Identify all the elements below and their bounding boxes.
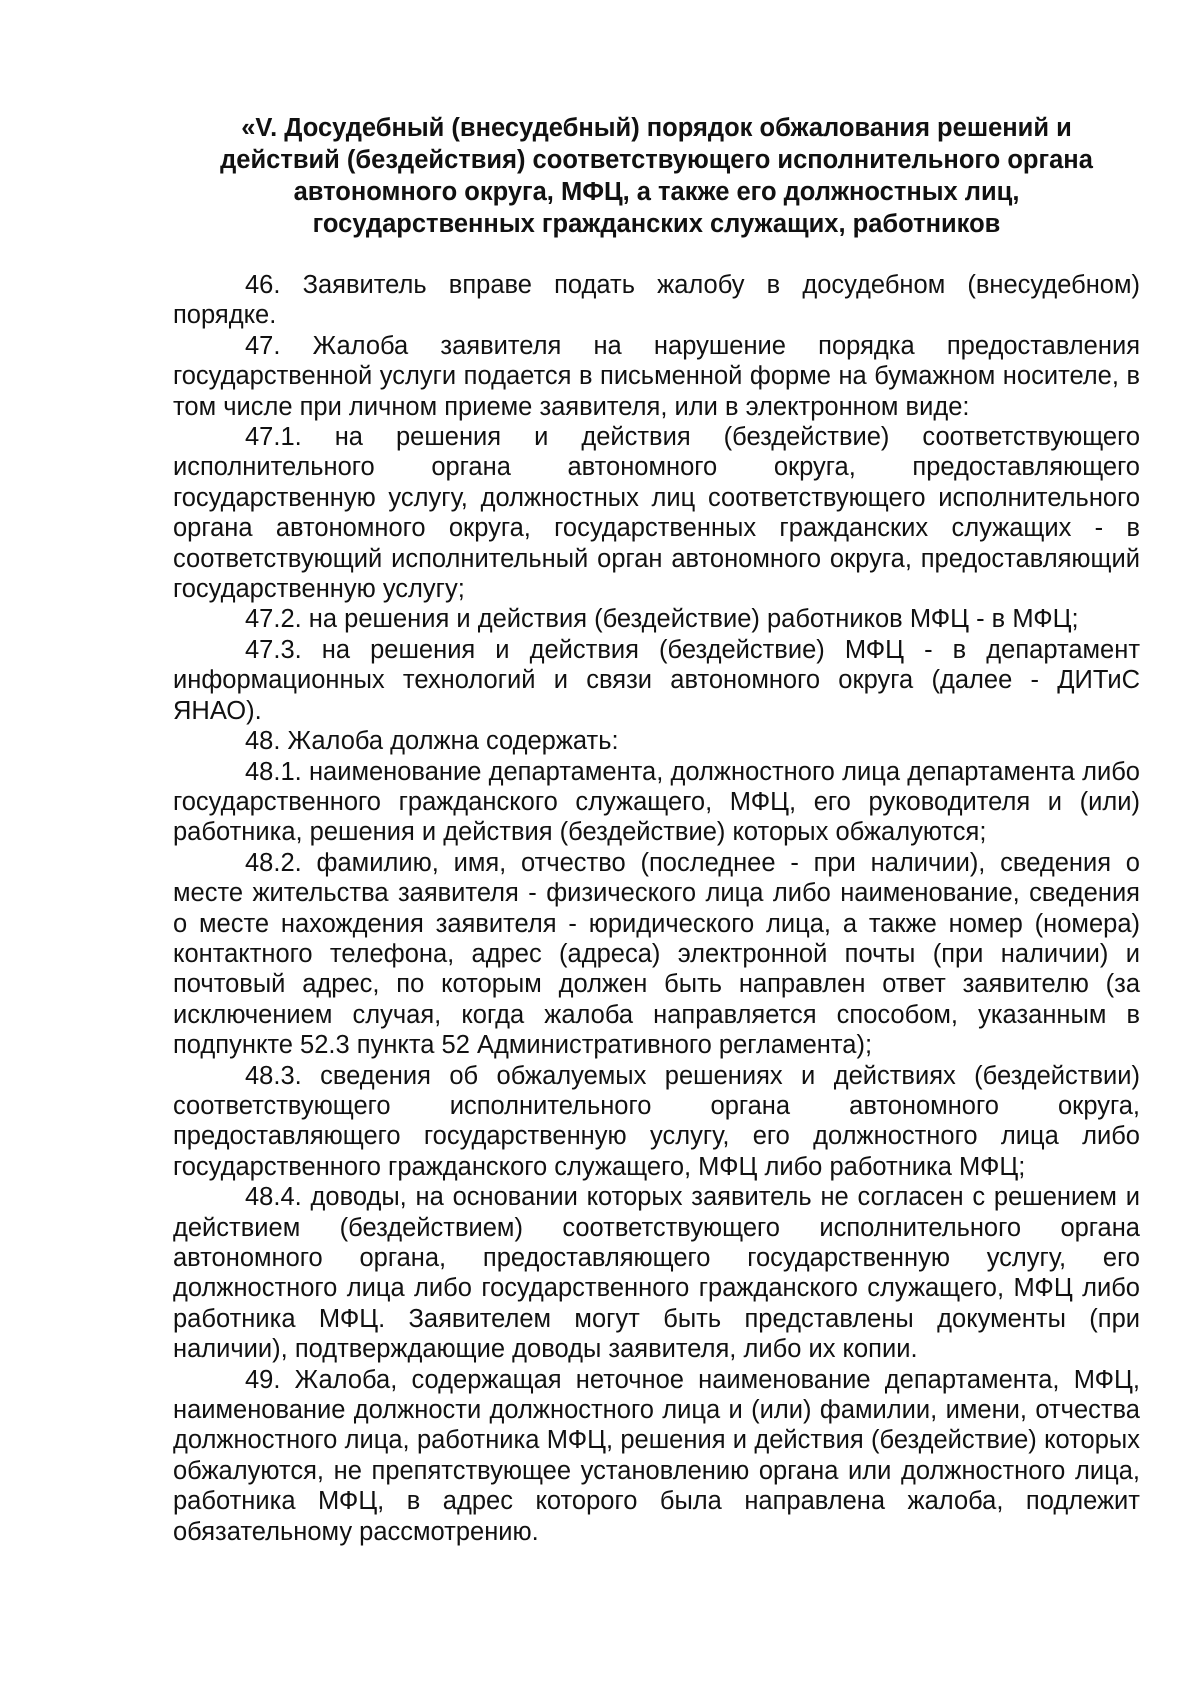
paragraph-46: 46. Заявитель вправе подать жалобу в досудебном (внесудебном) порядке.	[173, 271, 1140, 330]
paragraph-47-3: 47.3. на решения и действия (бездействие) МФЦ - в департамент информационных технологий и связи автономного округа (далее - ДИТиС ЯНАО).	[173, 635, 1140, 725]
section-heading-line: автономного округа, МФЦ, а также его должностных лиц,	[293, 178, 1020, 206]
paragraph-48-3: 48.3. сведения об обжалуемых решениях и действиях (бездействии) соответствующего исполнительного органа автономного округа, предоставляющего государственную услугу, его должностного лица либо государственного гражданского служащего, МФЦ либо работника МФЦ;	[173, 1061, 1140, 1181]
paragraph-48-4: 48.4. доводы, на основании которых заявитель не согласен с решением и действием (бездействием) соответствующего исполнительного органа автономного органа, предоставляющего государственную услугу, его должностного лица либо государственного гражданского служащего, МФЦ либо работника МФЦ. Заявителем могут быть представлены документы (при наличии), подтверждающие доводы заявителя, либо их копии.	[173, 1183, 1140, 1364]
paragraph-47: 47. Жалоба заявителя на нарушение порядка предоставления государственной услуги подается в письменной форме на бумажном носителе, в том числе при личном приеме заявителя, или в электронном виде:	[173, 331, 1140, 421]
document-content	[173, 112, 1140, 1547]
section-heading-line: «V. Досудебный (внесудебный) порядок обжалования решений и	[241, 114, 1072, 142]
section-heading	[173, 112, 1140, 240]
section-heading-line: действий (бездействия) соответствующего исполнительного органа	[220, 146, 1093, 174]
paragraph-49: 49. Жалоба, содержащая неточное наименование департамента, МФЦ, наименование должности должностного лица и (или) фамилии, имени, отчества должностного лица, работника МФЦ, решения и действия (бездействие) которых обжалуются, не препятствующее установлению органа или должностного лица, работника МФЦ, в адрес которого была направлена жалоба, подлежит обязательному рассмотрению.	[173, 1365, 1140, 1546]
paragraph-47-1: 47.1. на решения и действия (бездействие) соответствующего исполнительного органа автономного округа, предоставляющего государственную услугу, должностных лиц соответствующего исполнительного органа автономного округа, государственных гражданских служащих - в соответствующий исполнительный орган автономного округа, предоставляющий государственную услугу;	[173, 423, 1140, 604]
paragraph-48: 48. Жалоба должна содержать:	[245, 727, 619, 756]
paragraph-48-1: 48.1. наименование департамента, должностного лица департамента либо государственного гражданского служащего, МФЦ, его руководителя и (или) работника, решения и действия (бездействие) которых обжалуются;	[173, 757, 1140, 847]
paragraph-47-2: 47.2. на решения и действия (бездействие) работников МФЦ - в МФЦ;	[245, 605, 1079, 634]
paragraph-48-2: 48.2. фамилию, имя, отчество (последнее - при наличии), сведения о месте жительства заявителя - физического лица либо наименование, сведения о месте нахождения заявителя - юридического лица, а также номер (номера) контактного телефона, адрес (адреса) электронной почты (при наличии) и почтовый адрес, по которым должен быть направлен ответ заявителю (за исключением случая, когда жалоба направляется способом, указанным в подпункте 52.3 пункта 52 Административного регламента);	[173, 848, 1140, 1060]
section-heading-line: государственных гражданских служащих, работников	[312, 210, 1001, 238]
